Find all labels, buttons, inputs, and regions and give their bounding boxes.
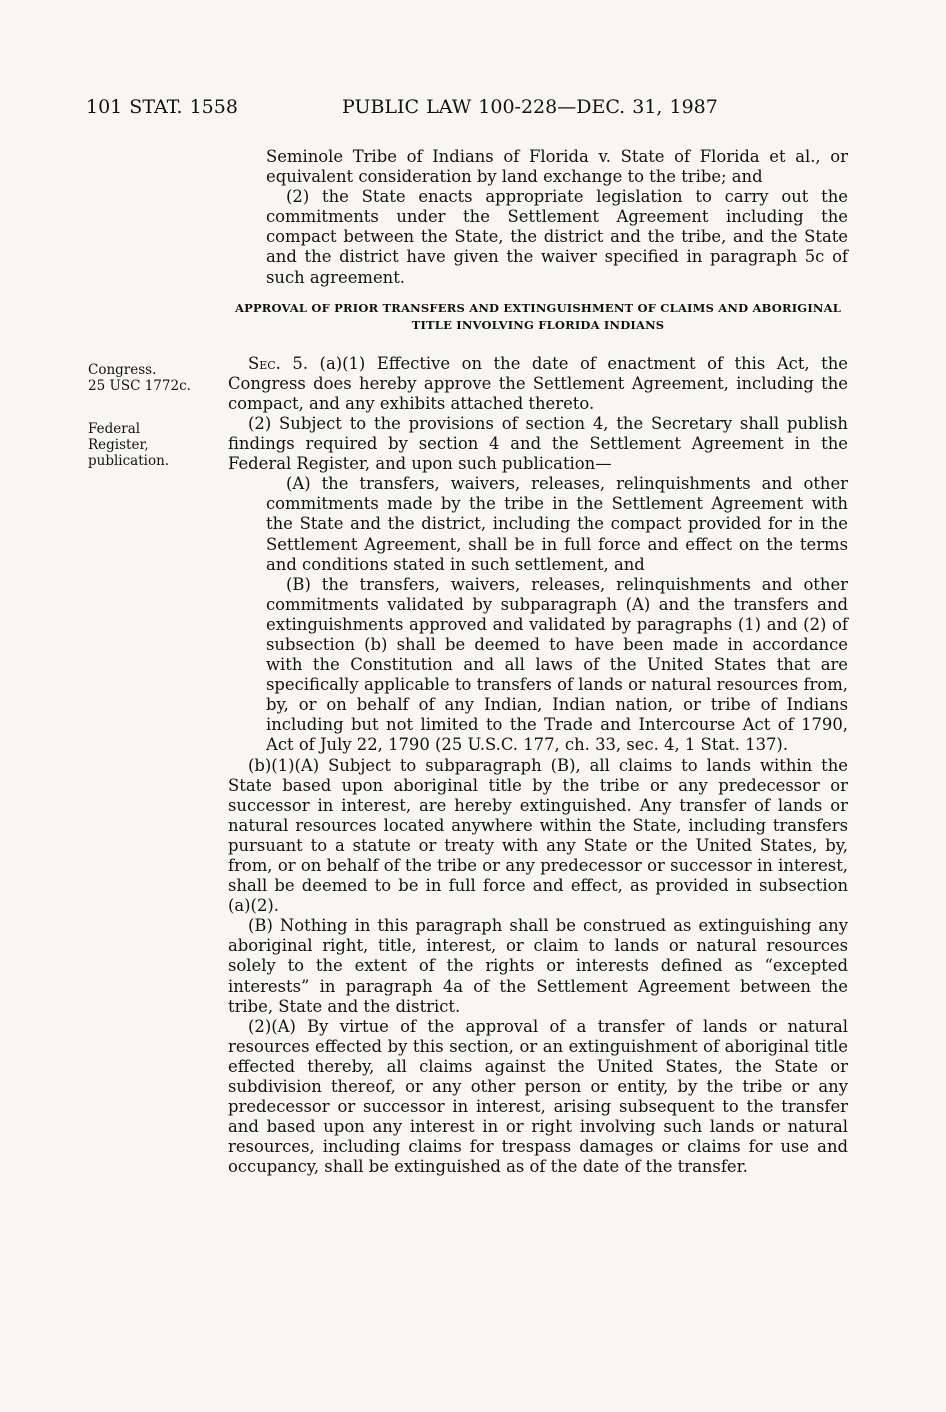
- margin-note-federal-register: [88, 421, 169, 469]
- document-body: [228, 147, 848, 1178]
- subparagraph-a2A: (A) the transfers, waivers, releases, relinquishments and other commitments made by the tribe in the Settlement Agreement with the State and the district, including the compact provided for in the Settlement Agreement, shall be in full force and effect on the terms and conditions stated in such settlement, and: [266, 474, 848, 574]
- margin-note-line: Federal: [88, 421, 141, 437]
- margin-note-line: publication.: [88, 453, 170, 469]
- section-label: Sec.: [248, 353, 281, 373]
- paragraph-2: (2) the State enacts appropriate legislation to carry out the commitments under the Settlement Agreement including the compact between the State, the district and the tribe, and the State and the district have given the waiver specified in paragraph 5c of such agreement.: [266, 187, 848, 287]
- page-header: [86, 96, 718, 118]
- law-title: PUBLIC LAW 100-228—DEC. 31, 1987: [342, 96, 718, 118]
- page-reference: 101 STAT. 1558: [86, 96, 238, 118]
- subsection-b2A: (2)(A) By virtue of the approval of a transfer of lands or natural resources effected by this section, or an extinguishment of aboriginal title effected thereby, all claims against the United States, the State or subdivision thereof, or any other person or entity, by the tribe or any predecessor or successor in interest, arising subsequent to the transfer and based upon any interest in or right involving such lands or natural resources, including claims for trespass damages or claims for use and occupancy, shall be extinguished as of the date of the transfer.: [228, 1016, 848, 1177]
- paragraph-continuation: Seminole Tribe of Indians of Florida v. State of Florida et al., or equivalent consideration by land exchange to the tribe; and: [266, 147, 848, 187]
- margin-note-congress: [88, 362, 191, 394]
- margin-note-line: Register,: [88, 437, 149, 453]
- subsection-b1A: (b)(1)(A) Subject to subparagraph (B), all claims to lands within the State based upon aboriginal title by the tribe or any predecessor or successor in interest, are hereby extinguished. Any transfer of lands or natural resources located anywhere within the State, including transfers pursuant to a statute or treaty with any State or the United States, by, from, or on behalf of the tribe or any predecessor or successor in interest, shall be deemed to be in full force and effect, as provided in subsection (a)(2).: [228, 755, 848, 916]
- subsection-b1B: (B) Nothing in this paragraph shall be construed as extinguishing any aboriginal right, title, interest, or claim to lands or natural resources solely to the extent of the rights or interests defined as “excepted interests” in paragraph 4a of the Settlement Agreement between the tribe, State and the district.: [228, 916, 848, 1016]
- subsection-a2: (2) Subject to the provisions of section 4, the Secretary shall publish findings required by section 4 and the Settlement Agreement in the Federal Register, and upon such publication—: [228, 413, 848, 474]
- margin-note-line: 25 USC 1772c.: [88, 378, 191, 394]
- section-5-a1: [228, 354, 848, 414]
- section-5-a1-text: 5. (a)(1) Effective on the date of enactment of this Act, the Congress does hereby approve the Settlement Agreement, including the compact, and any exhibits attached thereto.: [228, 353, 848, 413]
- section-heading: APPROVAL OF PRIOR TRANSFERS AND EXTINGUISHMENT OF CLAIMS AND ABORIGINAL TITLE INVOLVING FLORIDA INDIANS: [234, 300, 842, 332]
- subparagraph-a2B: (B) the transfers, waivers, releases, relinquishments and other commitments validated by subparagraph (A) and the transfers and extinguishments approved and validated by paragraphs (1) and (2) of subsection (b) shall be deemed to have been made in accordance with the Constitution and all laws of the United States that are specifically applicable to transfers of lands or natural resources from, by, or on behalf of any Indian, Indian nation, or tribe of Indians including but not limited to the Trade and Intercourse Act of 1790, Act of July 22, 1790 (25 U.S.C. 177, ch. 33, sec. 4, 1 Stat. 137).: [266, 574, 848, 755]
- margin-note-line: Congress.: [88, 362, 157, 378]
